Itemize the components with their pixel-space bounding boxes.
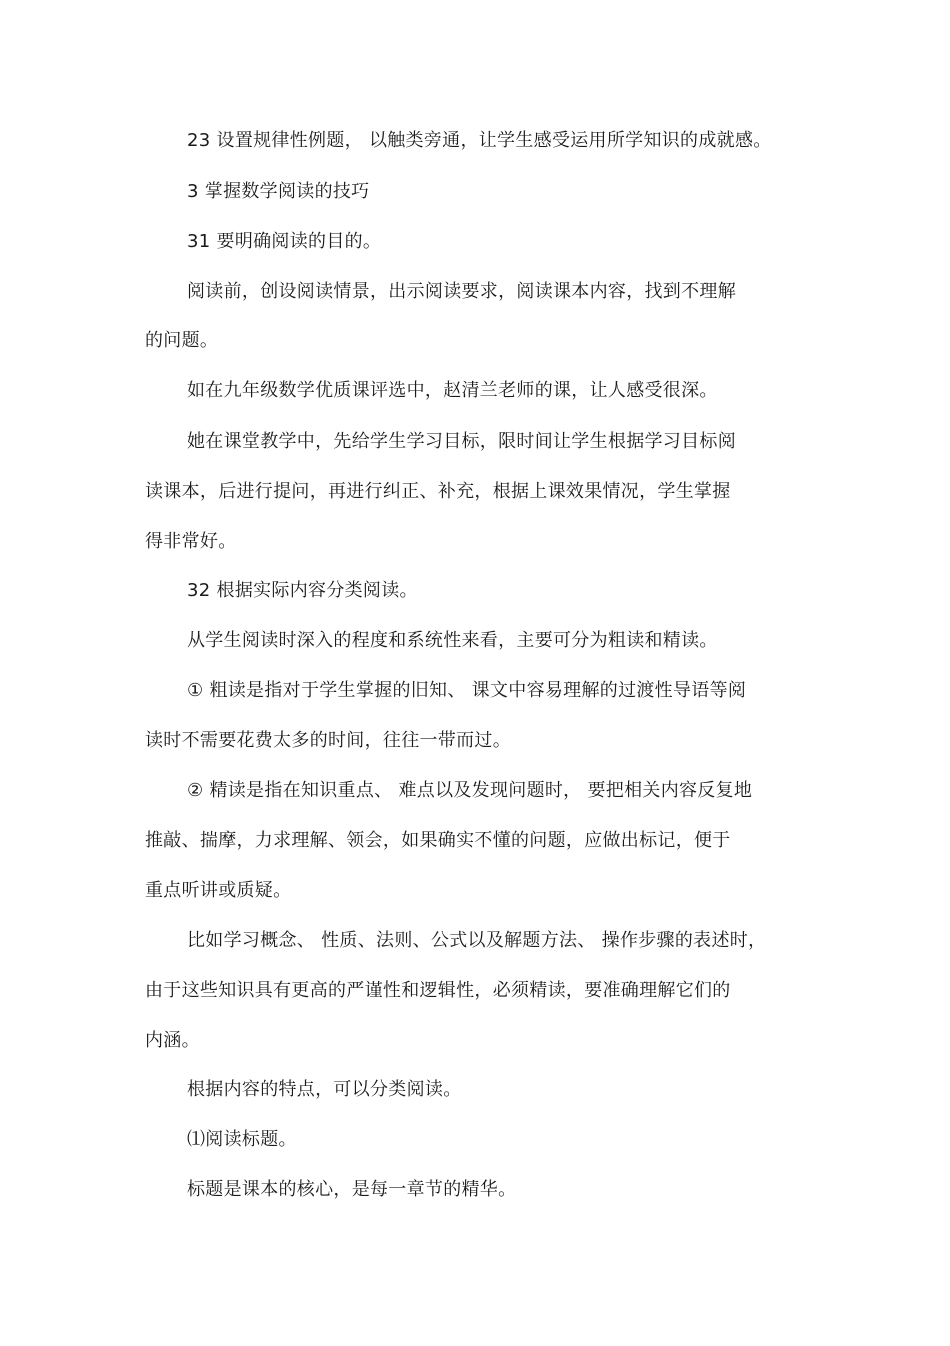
paragraph-line: ① 粗读是指对于学生掌握的旧知、 课文中容易理解的过渡性导语等阅 <box>187 680 747 701</box>
paragraph-line: 读时不需要花费太多的时间，往往一带而过。 <box>145 730 511 751</box>
subsection-heading: 32 根据实际内容分类阅读。 <box>187 580 418 601</box>
paragraph-line: 推敲、揣摩，力求理解、领会，如果确实不懂的问题，应做出标记，便于 <box>145 830 731 851</box>
paragraph-line: 由于这些知识具有更高的严谨性和逻辑性，必须精读，要准确理解它们的 <box>145 980 731 1001</box>
paragraph-line: 内涵。 <box>145 1030 200 1051</box>
paragraph-line: 重点听讲或质疑。 <box>145 880 292 901</box>
paragraph-line: 得非常好。 <box>145 531 237 552</box>
paragraph-line: 读课本，后进行提问，再进行纠正、补充，根据上课效果情况，学生掌握 <box>145 481 731 502</box>
subsection-heading: 31 要明确阅读的目的。 <box>187 231 382 252</box>
paragraph-line: 如在九年级数学优质课评选中，赵清兰老师的课，让人感受很深。 <box>187 380 718 401</box>
list-heading: ⑴阅读标题。 <box>187 1129 297 1150</box>
paragraph-line: 的问题。 <box>145 330 219 351</box>
paragraph-line: 她在课堂教学中，先给学生学习目标，限时间让学生根据学习目标阅 <box>187 431 736 452</box>
paragraph-line: ② 精读是指在知识重点、 难点以及发现问题时， 要把相关内容反复地 <box>187 780 753 801</box>
section-heading: 3 掌握数学阅读的技巧 <box>187 181 370 202</box>
paragraph-line: 比如学习概念、 性质、法则、公式以及解题方法、 操作步骤的表述时， <box>187 930 767 951</box>
paragraph-line: 23 设置规律性例题， 以触类旁通，让学生感受运用所学知识的成就感。 <box>187 130 772 151</box>
paragraph-line: 阅读前，创设阅读情景，出示阅读要求，阅读课本内容，找到不理解 <box>187 281 736 302</box>
paragraph-line: 从学生阅读时深入的程度和系统性来看，主要可分为粗读和精读。 <box>187 630 718 651</box>
paragraph-line: 标题是课本的核心，是每一章节的精华。 <box>187 1179 517 1200</box>
paragraph-line: 根据内容的特点，可以分类阅读。 <box>187 1079 462 1100</box>
